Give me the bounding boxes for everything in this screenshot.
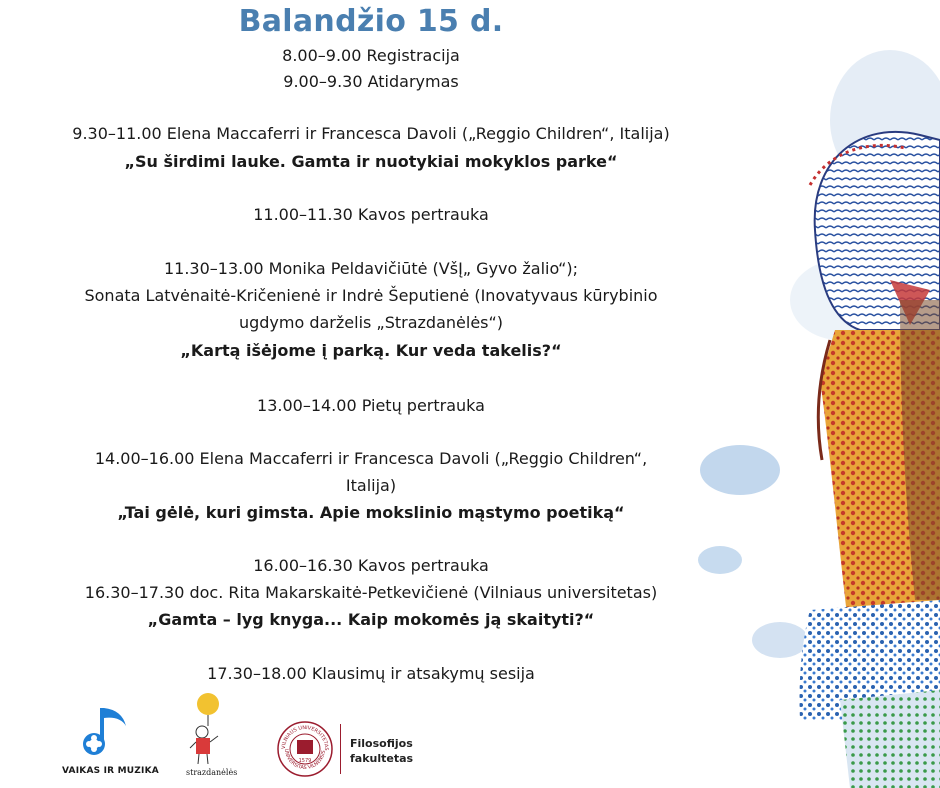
schedule-session-2-title: „Kartą išėjome į parką. Kur veda takelis?“ [180, 341, 562, 360]
page-title: Balandžio 15 d. [238, 4, 504, 39]
vu-year: 1579 [298, 758, 312, 764]
schedule-coffee-break-2: 16.00–16.30 Kavos pertrauka [253, 556, 489, 575]
schedule-opening: 9.00–9.30 Atidarymas [283, 72, 459, 91]
vilnius-university-seal [276, 720, 334, 778]
schedule-session-3-speakers-line-1: 14.00–16.00 Elena Maccaferri ir Francesca Davoli („Reggio Children“, [94, 449, 648, 468]
schedule-session-1-title: „Su širdimi lauke. Gamta ir nuotykiai mokyklos parke“ [124, 152, 618, 171]
schedule-session-2-speakers-line-1: 11.30–13.00 Monika Peldavičiūtė (VšĮ„ Gyvo žalio“); [163, 259, 579, 278]
schedule-lunch-break: 13.00–14.00 Pietų pertrauka [257, 396, 485, 415]
faculty-line-1: Filosofijos [350, 737, 413, 750]
schedule-session-4-title: „Gamta – lyg knyga... Kaip mokomės ją skaityti?“ [147, 610, 595, 629]
schedule-registration: 8.00–9.00 Registracija [282, 46, 460, 65]
schedule-session-1-speakers: 9.30–11.00 Elena Maccaferri ir Francesca Davoli („Reggio Children“, Italija) [72, 124, 670, 143]
schedule-coffee-break-1: 11.00–11.30 Kavos pertrauka [253, 205, 489, 224]
schedule-qa-session: 17.30–18.00 Klausimų ir atsakymų sesija [207, 664, 535, 683]
vu-ring-bottom-text: UNIVERSITAS VILNENSIS [282, 748, 327, 772]
schedule-session-3-speakers-line-2: Italija) [345, 476, 397, 495]
vaikas-ir-muzika-logo [78, 704, 138, 758]
strazdaneles-logo [186, 690, 232, 766]
strazdaneles-label: strazdanėlės [186, 768, 238, 777]
vaikas-ir-muzika-label: VAIKAS IR MUZIKA [62, 766, 159, 776]
logo-divider [340, 724, 341, 774]
vu-ring-top-text: VILNIAUS UNIVERSITETAS [280, 724, 330, 751]
faculty-line-2: fakultetas [350, 752, 414, 765]
schedule-session-3-title: „Tai gėlė, kuri gimsta. Apie mokslinio mąstymo poetiką“ [117, 503, 625, 522]
schedule-session-2-speakers-line-3: ugdymo darželis „Strazdanėlės“) [238, 313, 504, 332]
schedule-session-2-speakers-line-2: Sonata Latvėnaitė-Kričenienė ir Indrė Šeputienė (Inovatyvaus kūrybinio [84, 286, 658, 305]
schedule-session-4-speaker: 16.30–17.30 doc. Rita Makarskaitė-Petkevičienė (Vilniaus universitetas) [84, 583, 658, 602]
